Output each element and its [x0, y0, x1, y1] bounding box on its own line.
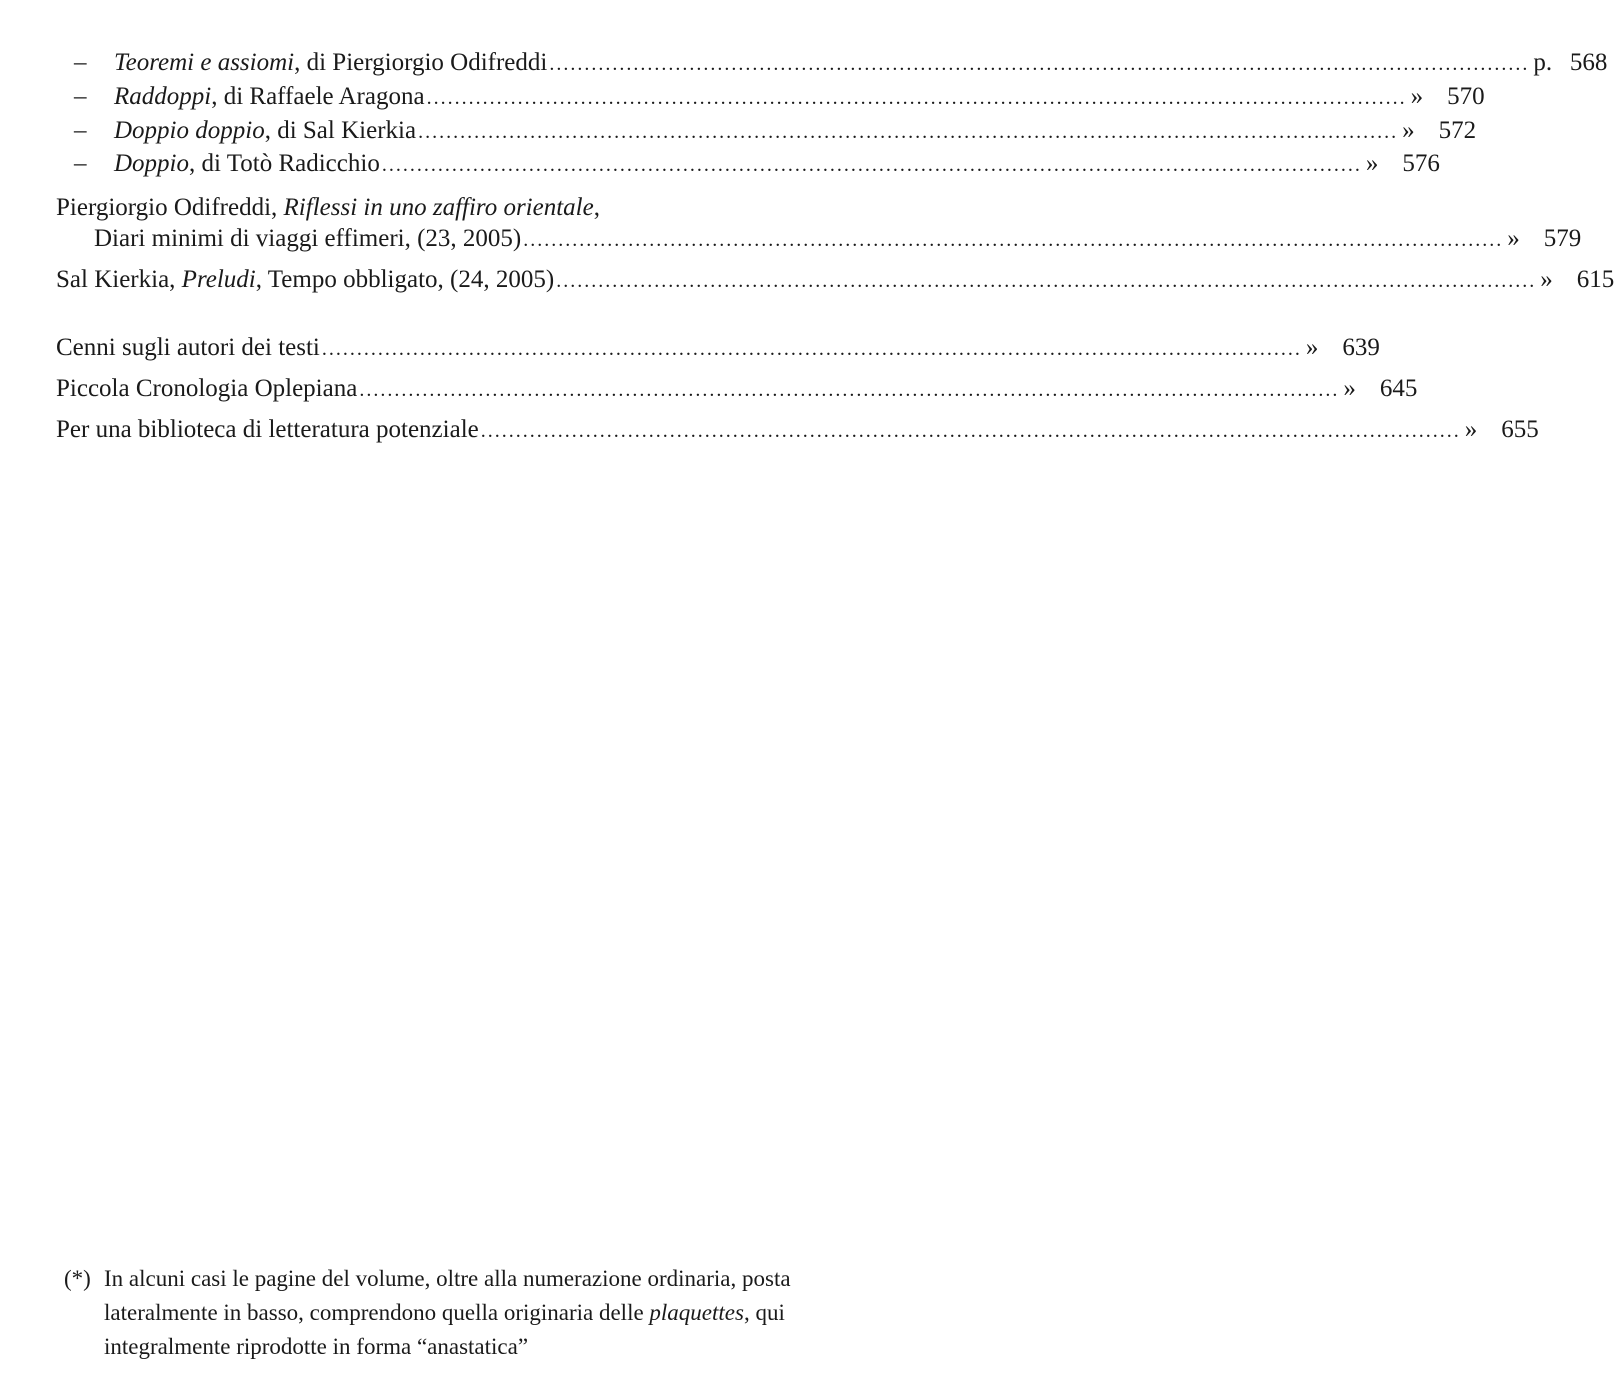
- footnote-text: lateralmente in basso, comprendono quella originaria delle: [104, 1300, 650, 1325]
- page-number: 645: [1379, 375, 1418, 402]
- toc-entry: [74, 116, 1477, 147]
- entry-text: [114, 82, 425, 112]
- entry-subtitle: , Tempo obbligato, (24, 2005): [255, 266, 555, 293]
- toc-entry: [94, 224, 1582, 255]
- toc-entry: [56, 265, 1614, 296]
- toc-entry: [56, 333, 1380, 364]
- entry-dash: –: [74, 83, 87, 110]
- entry-punctuation: ,: [593, 194, 600, 221]
- entry-author: Piergiorgio Odifreddi,: [56, 194, 284, 221]
- entry-author: , di Piergiorgio Odifreddi: [294, 49, 548, 76]
- entry-title: Teoremi e assiomi: [114, 49, 295, 76]
- entry-title: Raddoppi: [114, 83, 212, 110]
- entry-title: Per una biblioteca di letteratura potenziale: [56, 416, 479, 443]
- page-number: 615: [1576, 266, 1614, 293]
- entry-dash: –: [74, 150, 87, 177]
- page-number: 570: [1447, 83, 1485, 110]
- footnote-line: [64, 1330, 934, 1364]
- page-number: 568: [1569, 49, 1608, 76]
- entry-title: Cenni sugli autori dei testi: [56, 334, 320, 361]
- footnote-marker: (*): [64, 1266, 91, 1291]
- footnote-text: , qui: [743, 1300, 785, 1325]
- dot-leader: ............................................................................................................................................: [359, 379, 1340, 401]
- entry-title: Preludi: [181, 266, 256, 293]
- footnote-text: integralmente riprodotte in forma “anastatica”: [104, 1334, 529, 1359]
- entry-title: Riflessi in uno zaffiro orientale: [283, 194, 594, 221]
- dot-leader: ............................................................................................................................................: [549, 53, 1530, 75]
- footnote-text: In alcuni casi le pagine del volume, oltre alla numerazione ordinaria, posta: [104, 1266, 791, 1291]
- dot-leader: ............................................................................................................................................: [556, 270, 1537, 292]
- page-number: 572: [1438, 117, 1477, 144]
- page-marker: »: [1410, 83, 1424, 110]
- dot-leader: ............................................................................................................................................: [381, 154, 1362, 176]
- entry-author: , di Raffaele Aragona: [211, 83, 425, 110]
- entry-author: Sal Kierkia,: [56, 266, 182, 293]
- page-marker: »: [1343, 375, 1356, 402]
- page-marker: »: [1464, 416, 1478, 443]
- entry-subtitle: Diari minimi di viaggi effimeri, (23, 2005): [94, 225, 522, 252]
- footnote-line: [64, 1262, 934, 1296]
- page-number: 655: [1501, 416, 1539, 443]
- page-marker: p.: [1533, 49, 1553, 76]
- toc-entry: [74, 82, 1485, 113]
- entry-title: Doppio doppio: [114, 117, 265, 144]
- entry-text: [114, 116, 416, 146]
- toc-entry: [56, 415, 1539, 446]
- entry-author: , di Sal Kierkia: [264, 117, 417, 144]
- dot-leader: ............................................................................................................................................: [321, 338, 1302, 360]
- page-number: 639: [1342, 334, 1380, 361]
- toc-entry: [74, 149, 1440, 180]
- entry-dash: –: [74, 49, 87, 76]
- entry-title: Piccola Cronologia Oplepiana: [56, 375, 358, 402]
- page-marker: »: [1507, 225, 1520, 252]
- entry-title: Doppio: [114, 150, 189, 177]
- entry-author: , di Totò Radicchio: [189, 150, 380, 177]
- footnote-italic-term: plaquettes: [649, 1300, 744, 1325]
- dot-leader: ............................................................................................................................................: [418, 121, 1399, 143]
- page-marker: »: [1305, 334, 1319, 361]
- dot-leader: ............................................................................................................................................: [426, 87, 1407, 109]
- entry-text: [114, 48, 547, 78]
- toc-entry-first-line: [56, 193, 600, 223]
- entry-text: [114, 149, 380, 179]
- toc-entry: [56, 374, 1418, 405]
- page-number: 576: [1402, 150, 1440, 177]
- page-marker: »: [1540, 266, 1553, 293]
- entry-dash: –: [74, 117, 87, 144]
- page-number: 579: [1543, 225, 1582, 252]
- footnote-line: [64, 1296, 934, 1330]
- entry-text: [56, 265, 554, 295]
- dot-leader: ............................................................................................................................................: [480, 420, 1461, 442]
- footnote: [64, 1262, 934, 1364]
- toc-entry: [74, 48, 1608, 79]
- page-marker: »: [1365, 150, 1379, 177]
- dot-leader: ............................................................................................................................................: [523, 229, 1504, 251]
- page-marker: »: [1402, 117, 1415, 144]
